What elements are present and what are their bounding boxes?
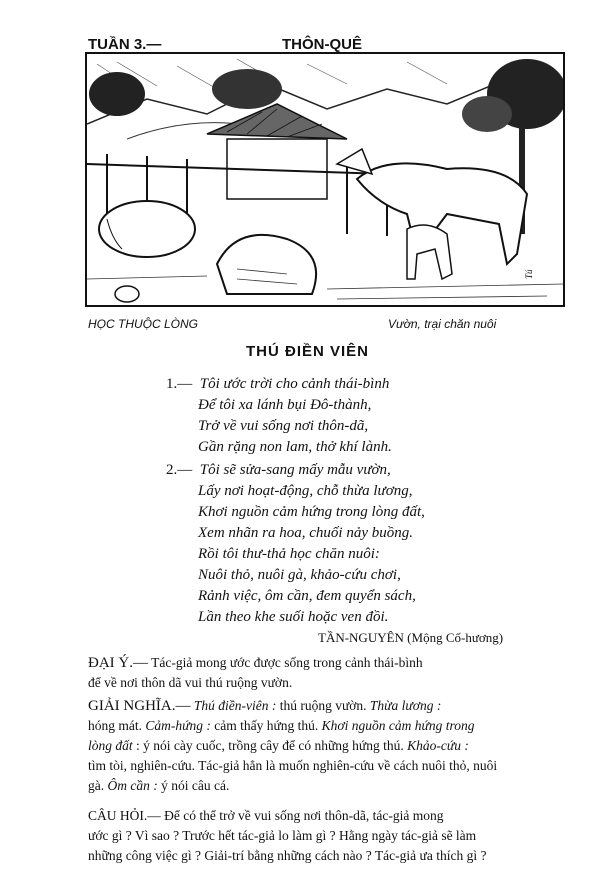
- giai-nghia-label: GIẢI NGHĨA.—: [88, 698, 191, 714]
- dai-y-section: [88, 653, 568, 693]
- question-text: những công việc gì ? Giải-trí bằng những cách nào ? Tác-giả ưa thích gì ?: [88, 848, 487, 863]
- poem-line: Lấy nơi hoạt-động, chỗ thừa lương,: [198, 483, 413, 499]
- dai-y-text: để về nơi thôn dã vui thú ruộng vườn.: [88, 675, 293, 690]
- definition: gà.: [88, 778, 108, 793]
- topic-title: THÔN-QUÊ: [282, 36, 362, 53]
- question-text: ước gì ? Vì sao ? Trước hết tác-giả lo làm gì ? Hằng ngày tác-giả sẽ làm: [88, 828, 477, 843]
- question-text: Để có thể trở về vui sống nơi thôn-dã, tác-giả mong: [164, 808, 444, 823]
- dai-y-label: ĐẠI Ý.—: [88, 655, 148, 671]
- term: Thừa lương :: [369, 698, 442, 713]
- poem-line: Rảnh việc, ôm cần, đem quyển sách,: [198, 588, 416, 604]
- farm-illustration: [85, 52, 565, 307]
- week-label: TUẦN 3.—: [88, 36, 162, 53]
- definition: tìm tòi, nghiên-cứu. Tác-giả hẳn là muốn nghiên-cứu về cách nuôi thỏ, nuôi: [88, 758, 498, 773]
- poem-line: Để tôi xa lánh bụi Đô-thành,: [198, 397, 372, 413]
- poem-line: Xem nhãn ra hoa, chuối nảy buồng.: [198, 525, 413, 541]
- caption-illustration: Vườn, trại chăn nuôi: [388, 317, 497, 331]
- farm-scene-drawing: [87, 54, 563, 305]
- definition: thú ruộng vườn.: [276, 698, 370, 713]
- definition: hóng mát.: [88, 718, 146, 733]
- term: Ôm cần :: [107, 778, 158, 793]
- definition: cảm thấy hứng thú.: [210, 718, 322, 733]
- poem-line: Tôi sẽ sửa-sang mấy mẫu vườn,: [199, 462, 391, 478]
- poem-line: Gần rặng non lam, thở khí lành.: [198, 439, 392, 455]
- poem-line: Nuôi thỏ, nuôi gà, khảo-cứu chơi,: [198, 567, 401, 583]
- poem-title: THÚ ĐIỀN VIÊN: [246, 343, 370, 360]
- stanza-2: [166, 460, 425, 628]
- cau-hoi-section: [88, 806, 568, 866]
- poem-line: Lần theo khe suối hoặc ven đồi.: [198, 609, 389, 625]
- stanza-number: 2.—: [166, 462, 193, 478]
- stanza-number: 1.—: [166, 376, 193, 392]
- term: Khơi nguồn cảm hứng trong: [321, 718, 475, 733]
- dai-y-text: Tác-giả mong ước được sống trong cảnh thái-bình: [151, 655, 423, 670]
- definition: : ý nói cày cuốc, trồng cây để có những hứng thú.: [132, 738, 408, 753]
- poem-line: Trở về vui sống nơi thôn-dã,: [198, 418, 369, 434]
- stanza-1: [166, 374, 392, 458]
- poem-line: Tôi ước trời cho cảnh thái-bình: [199, 376, 390, 392]
- term: Khảo-cứu :: [407, 738, 469, 753]
- cau-hoi-label: CÂU HỎI.—: [88, 808, 161, 823]
- poem-line: Rồi tôi thư-thả học chăn nuôi:: [198, 546, 380, 562]
- poem-line: Khơi nguồn cảm hứng trong lòng đất,: [198, 504, 425, 520]
- poem-author: TẦN-NGUYÊN (Mộng Cố-hương): [318, 630, 504, 645]
- artist-signature: Tú: [524, 269, 534, 279]
- definition: ý nói câu cá.: [157, 778, 230, 793]
- giai-nghia-section: [88, 696, 568, 796]
- caption-recite: HỌC THUỘC LÒNG: [88, 317, 199, 331]
- term: lòng đất: [88, 738, 133, 753]
- term: Cảm-hứng :: [145, 718, 211, 733]
- term: Thú điền-viên :: [193, 698, 277, 713]
